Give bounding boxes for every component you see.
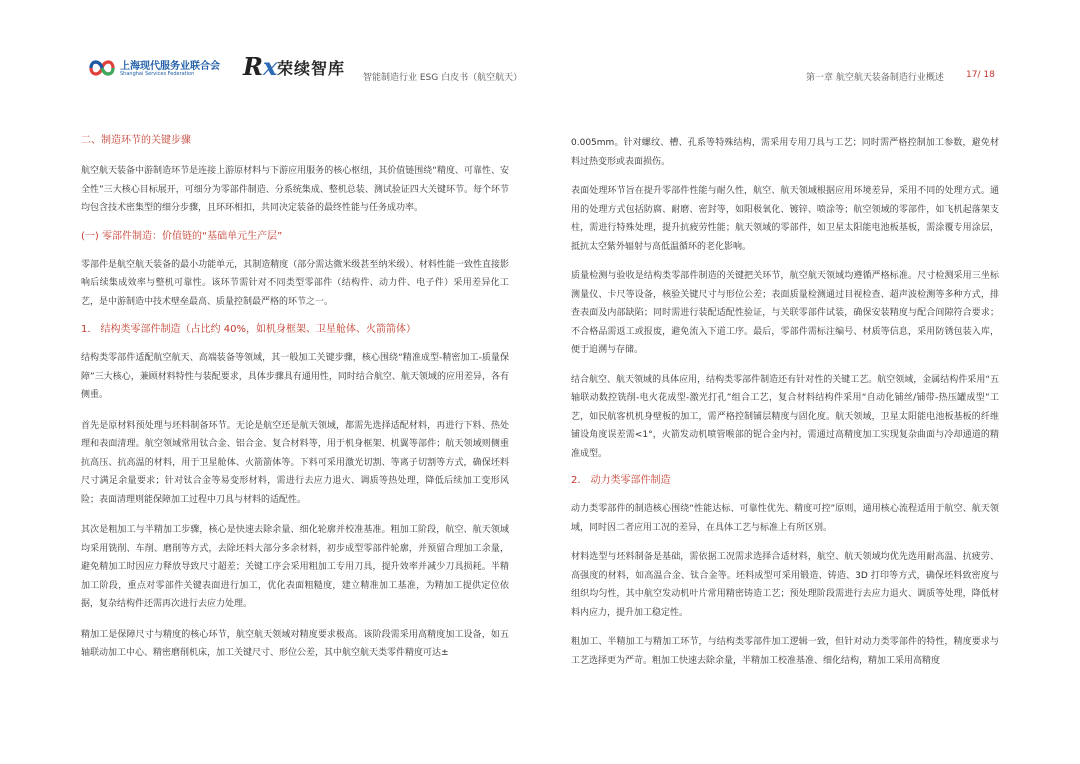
left-heading-0: 二、制造环节的关键步骤 [81, 135, 191, 146]
left-paragraph-7: 其次是粗加工与半精加工步骤，核心是快速去除余量、细化轮廓并校准基准。粗加工阶段，航空、航天领域均采用铣削、车削、磨削等方式，去除坯料大部分多余材料，初步成型零部件轮廓，并预留合理加工余量，避免精加工时因应力释放导致尺寸超差；关键工序会采用粗加工专用刀具，提升效率并减少刀具损耗。半精加工阶段，重点对零部件关键表面进行加工，优化表面粗糙度，建立精准加工基准，为精加工提供定位依据，复杂结构件还需再次进行去应力处理。 [81, 525, 509, 609]
right-paragraph-6: 材料选型与坯料制备是基础，需依据工况需求选择合适材料，航空、航天领域均优先选用耐高温、抗疲劳、高强度的材料，如高温合金、钛合金等。坯料成型可采用锻造、铸造、3D 打印等方式，确保坯料致密度与组织均匀性，其中航空发动机叶片常用精密铸造工艺；预处理阶段需进行去应力退火、调质等处理，降低材料内应力，提升加工稳定性。 [571, 552, 999, 618]
page-header [0, 0, 1080, 100]
chapter-title: 第一章 航空航天装备制造行业概述 [806, 73, 944, 83]
left-paragraph-6: 首先是原材料预处理与坯料制备环节。无论是航空还是航天领域，都需先选择适配材料，再进行下料、热处理和表面清理。航空领域常用钛合金、铝合金、复合材料等，用于机身框架、机翼等部件；航天领域则侧重抗高压、抗高温的材料，用于卫星舱体、火箭箭体等。下料可采用激光切割、等离子切割等方式，确保坯料尺寸满足余量要求；针对钛合金等易变形材料，需进行去应力退火、调质等热处理，降低后续加工变形风险；表面清理则能保障加工过程中刀具与材料的适配性。 [81, 420, 509, 505]
federation-logo [88, 54, 228, 84]
right-paragraph-1: 表面处理环节旨在提升零部件性能与耐久性，航空、航天领域根据应用环境差异，采用不同的处理方式。通用的处理方式包括防腐、耐磨、密封等，如阳极氧化、镀锌、喷涂等；航空领域的零部件，如飞机起落架支柱，需进行特殊处理，提升抗疲劳性能；航天领域的零部件，如卫星太阳能电池板基板，需涂覆专用涂层，抵抗太空紫外辐射与高低温循环的老化影响。 [571, 186, 999, 252]
right-paragraph-0: 0.005mm。针对螺纹、槽、孔系等特殊结构，需采用专用刀具与工艺；同时需严格控制加工参数，避免材料过热变形或表面损伤。 [571, 138, 999, 167]
left-heading-4: 1. 结构类零部件制造（占比约 40%，如机身框架、卫星舱体、火箭箭体） [81, 324, 416, 335]
right-paragraph-7: 粗加工、半精加工与精加工环节，与结构类零部件加工逻辑一致，但针对动力类零部件的特性，精度要求与工艺选择更为严苛。粗加工快速去除余量，半精加工校准基准、细化结构，精加工采用高精度 [571, 637, 999, 666]
left-paragraph-3: 零部件是航空航天装备的最小功能单元，其制造精度（部分需达微米级甚至纳米级）、材料性能一致性直接影响后续集成效率与整机可靠性。该环节需针对不同类型零部件（结构件、动力件、电子件）采用差异化工艺，是中游制造中技术壁垒最高、质量控制最严格的环节之一。 [81, 259, 509, 307]
left-paragraph-8: 精加工是保障尺寸与精度的核心环节，航空航天领域对精度要求极高。该阶段需采用高精度加工设备，如五轴联动加工中心、精密磨削机床，加工关键尺寸、形位公差，其中航空航天类零件精度可达± [81, 629, 509, 658]
page-number: 17/ 18 [966, 70, 995, 80]
brand-rx-mark: Rx [243, 52, 278, 81]
document-title: 智能制造行业 ESG 白皮书（航空航天） [363, 73, 523, 83]
left-paragraph-1: 航空航天装备中游制造环节是连接上游原材料与下游应用服务的核心枢纽，其价值链围绕“精度、可靠性、安全性”三大核心目标展开，可细分为零部件制造、分系统集成、整机总装、测试验证四大关键环节。每个环节均包含技术密集型的细分步骤，且环环相扣，共同决定装备的最终性能与任务成功率。 [81, 166, 509, 213]
federation-logo-icon [88, 56, 116, 80]
right-heading-4: 2. 动力类零部件制造 [571, 475, 671, 486]
right-paragraph-3: 结合航空、航天领域的具体应用，结构类零部件制造还有针对性的关键工艺。航空领域，金属结构件采用“五轴联动数控铣削-电火花成型-激光打孔”组合工艺，复合材料结构件采用“自动化铺丝/铺带-热压罐成型”工艺，如民航客机机身壁板的加工，需严格控制铺层精度与固化度。航天领域，卫星太阳能电池板基板的纤维铺设角度误差需<1°，火箭发动机喷管喉部的铌合金内衬，需通过高精度加工实现复杂曲面与冷却通道的精准成型。 [571, 374, 999, 459]
brand-name: 荣续智库 [277, 59, 346, 78]
federation-name: 上海现代服务业联合会 [120, 61, 220, 72]
right-paragraph-5: 动力类零部件的制造核心围绕“性能达标、可靠性优先、精度可控”原则，通用核心流程适用于航空、航天领域，同时因二者应用工况的差异，在具体工艺与标准上有所区别。 [571, 504, 999, 533]
right-column [571, 134, 999, 681]
federation-name-en: Shanghai Services Federation [120, 71, 195, 77]
left-column [81, 134, 509, 675]
left-paragraph-5: 结构类零部件适配航空航天、高端装备等领域，其一般加工关键步骤，核心围绕“精准成型-精密加工-质量保障”三大核心，兼顾材料特性与装配要求，具体步骤具有通用性，同时结合航空、航天领域的应用差异，各有侧重。 [81, 353, 509, 400]
brand-logo [243, 52, 363, 82]
left-heading-2: (一) 零部件制造：价值链的“基础单元生产层” [81, 230, 283, 242]
right-paragraph-2: 质量检测与验收是结构类零部件制造的关键把关环节，航空航天领域均遵循严格标准。尺寸检测采用三坐标测量仪、卡尺等设备，核验关键尺寸与形位公差；表面质量检测通过目视检查、超声波检测等多种方式，排查表面及内部缺陷；同时需进行装配适配性验证，与关联零部件试装，确保安装精度与配合间隙符合要求；不合格品需返工或报废，避免流入下道工序。最后，零部件需标注编号、材质等信息，采用防锈包装入库，便于追溯与存储。 [571, 271, 999, 355]
